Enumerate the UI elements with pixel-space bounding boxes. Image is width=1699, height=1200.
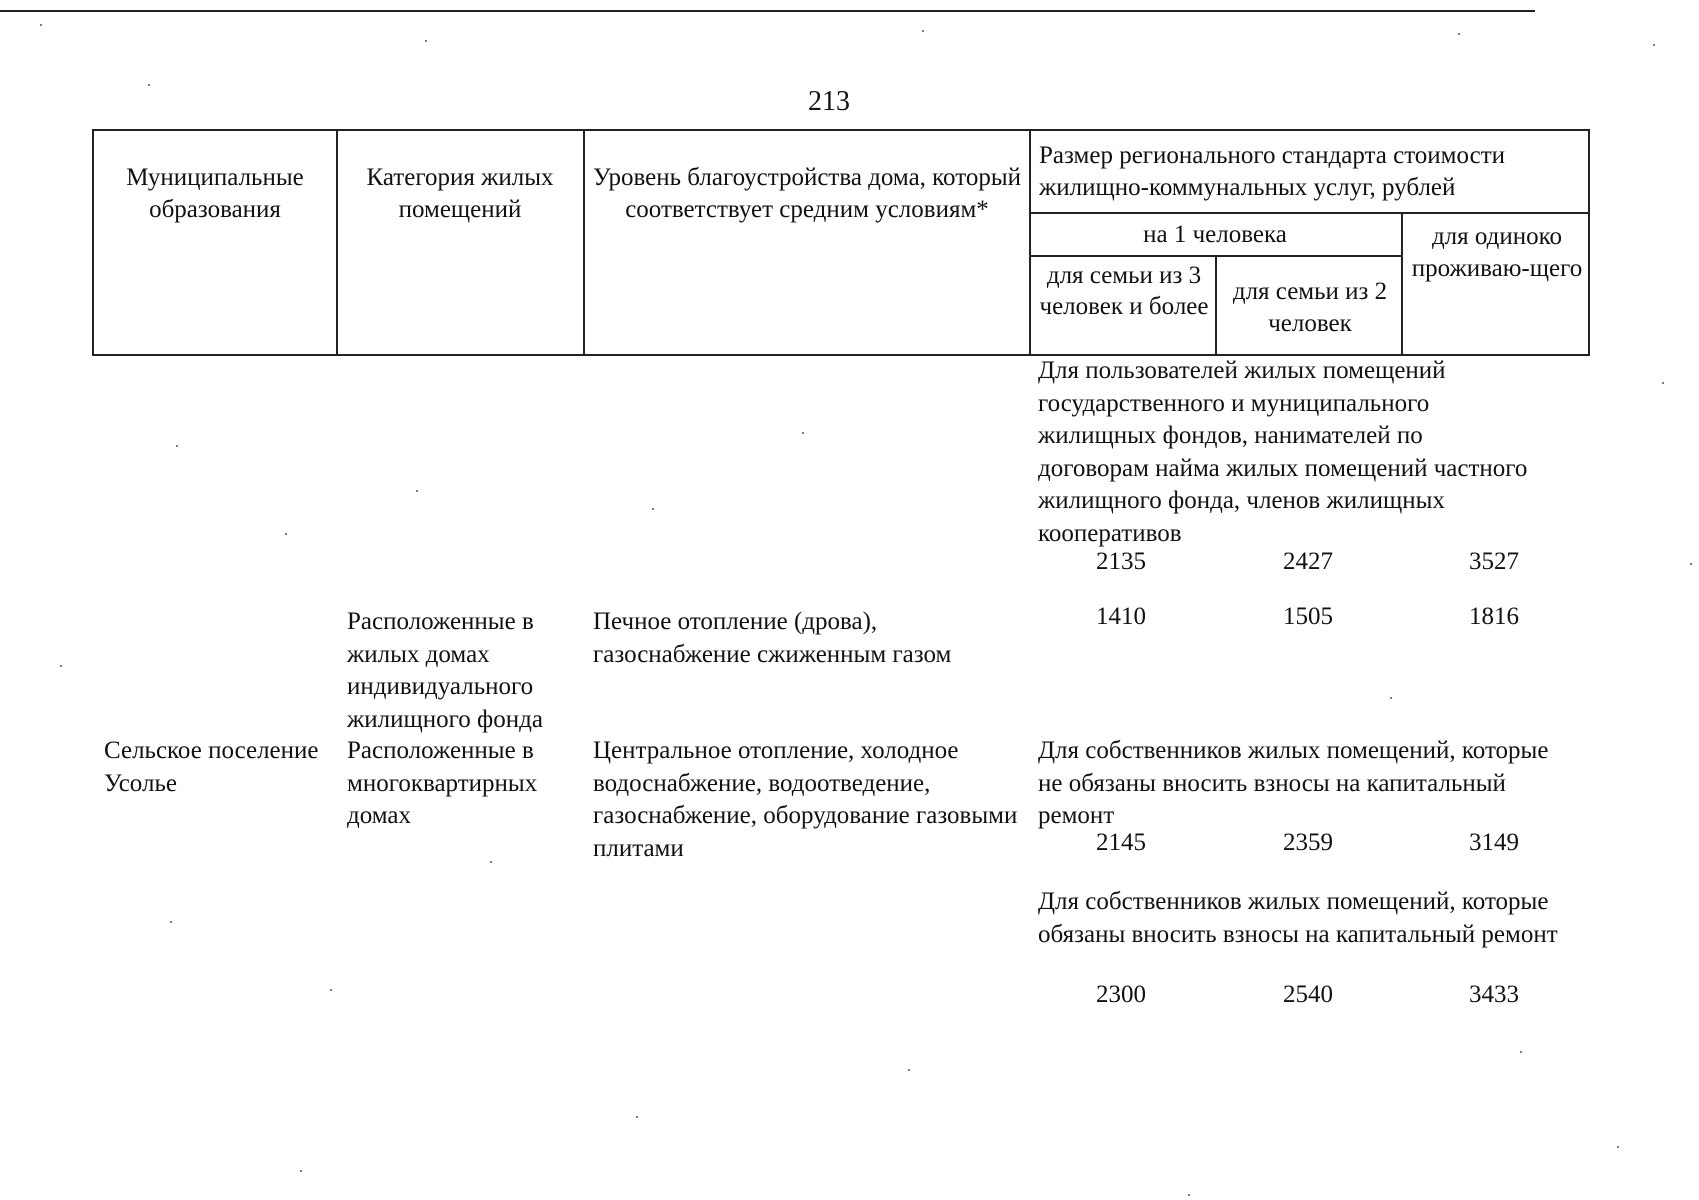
level-apartment: Центральное отопление, холодное водоснабжение, водоотведение, газоснабжение, оборудование газовыми плитами: [593, 737, 1018, 862]
row-divider: [1029, 212, 1588, 214]
header-municipalities: Муниципальные образования: [126, 164, 304, 223]
value-owners-no-fee-single: 3149: [1469, 829, 1519, 856]
value-owners-fee-family3: 2300: [1096, 981, 1146, 1008]
col-divider: [583, 131, 585, 354]
value-individual-family2: 1505: [1283, 603, 1333, 630]
note-owners-fee: Для собственников жилых помещений, которые обязаны вносить взносы на капитальный ремонт: [1038, 888, 1558, 948]
municipality-name: Сельское поселение Усолье: [104, 737, 319, 797]
col-divider: [1029, 131, 1031, 354]
value-owners-fee-family2: 2540: [1283, 981, 1333, 1008]
header-single: для одиноко проживаю-щего: [1411, 223, 1583, 282]
header-family-2: для семьи из 2 человек: [1232, 278, 1388, 337]
value-tenants-single: 3527: [1469, 548, 1519, 575]
value-individual-single: 1816: [1469, 603, 1519, 630]
header-standard-size: Размер регионального стандарта стоимости жилищно-коммунальных услуг, рублей: [1039, 142, 1506, 201]
value-individual-family3: 1410: [1096, 603, 1146, 630]
header-family-3: для семьи из 3 человек и более: [1039, 262, 1209, 320]
page-number: 213: [808, 86, 850, 117]
note-tenants: Для пользователей жилых помещений государственного и муниципального жилищных фондов, нанимателей по договорам найма жилых помещений частного жилищного фонда, членов жилищных кооперативов: [1038, 357, 1528, 547]
category-apartment: Расположенные в многоквартирных домах: [347, 737, 538, 829]
value-owners-no-fee-family2: 2359: [1283, 829, 1333, 856]
col-divider: [336, 131, 338, 354]
header-level: Уровень благоустройства дома, который соответствует средним условиям*: [593, 164, 1021, 223]
header-category: Категория жилых помещений: [366, 164, 554, 223]
value-owners-no-fee-family3: 2145: [1096, 829, 1146, 856]
col-divider: [1401, 212, 1403, 354]
value-owners-fee-single: 3433: [1469, 981, 1519, 1008]
top-rule: [0, 10, 1535, 12]
value-tenants-family2: 2427: [1283, 548, 1333, 575]
table-header: [92, 129, 1590, 356]
level-individual: Печное отопление (дрова), газоснабжение сжиженным газом: [593, 608, 952, 668]
category-individual: Расположенные в жилых домах индивидуального жилищного фонда: [347, 608, 543, 733]
col-divider: [1215, 255, 1217, 354]
note-owners-no-fee: Для собственников жилых помещений, которые не обязаны вносить взносы на капитальный ремонт: [1038, 737, 1549, 829]
value-tenants-family3: 2135: [1096, 548, 1146, 575]
header-per-person: на 1 человека: [1143, 221, 1287, 248]
